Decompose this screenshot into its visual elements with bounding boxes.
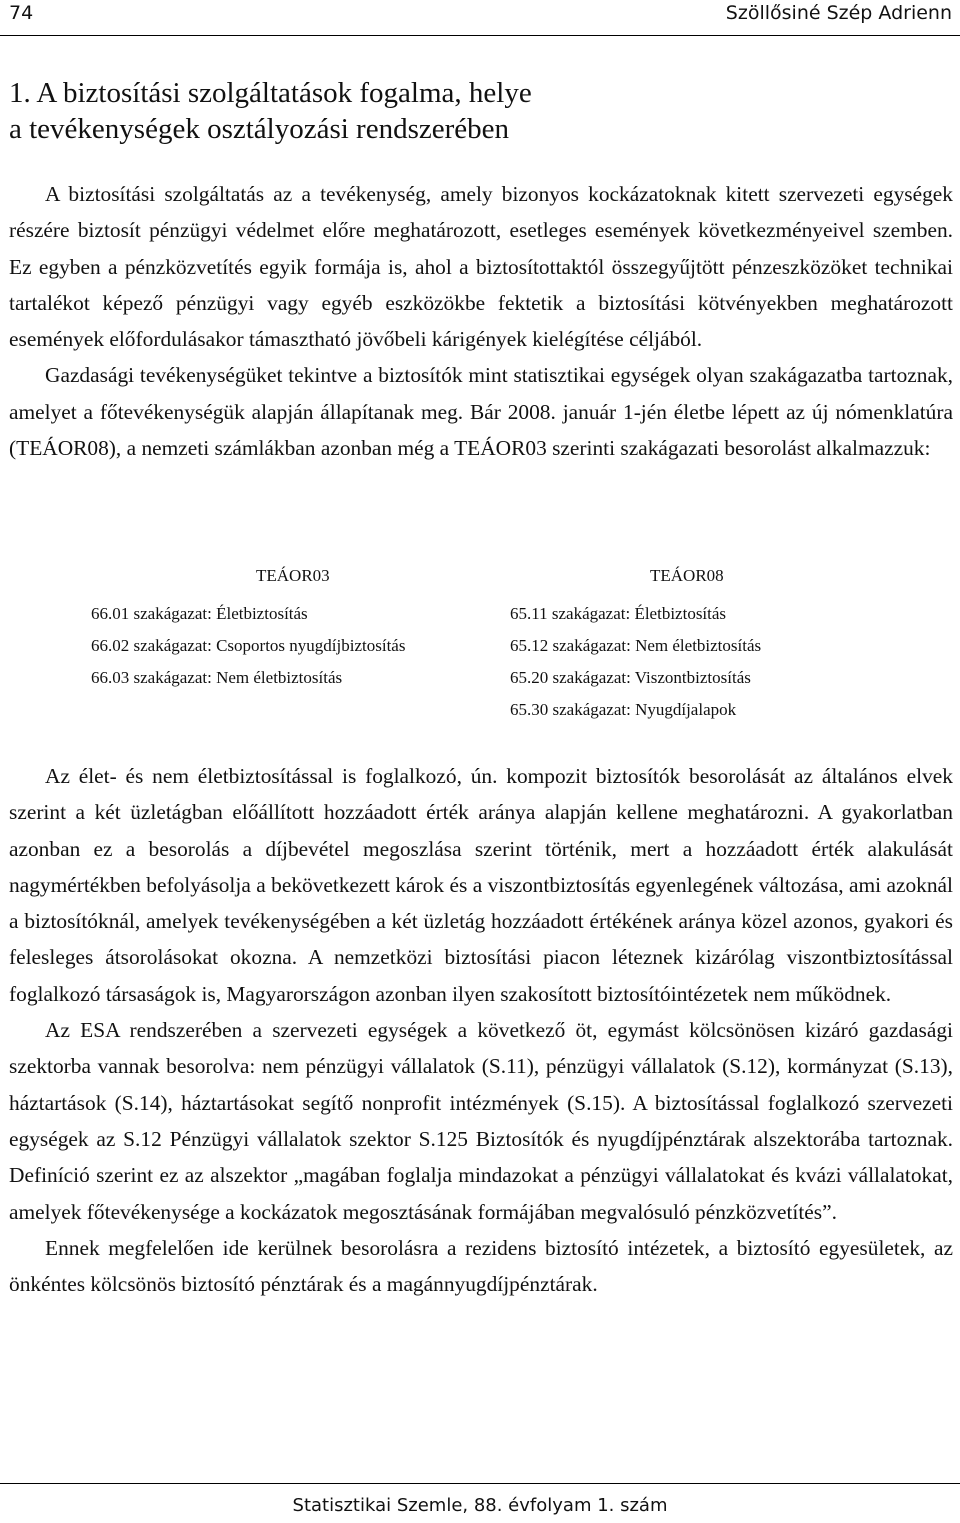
table-cell-right: 65.20 szakágazat: Viszontbiztosítás [510, 668, 751, 687]
page-number: 74 [9, 2, 34, 24]
intro-text-block [9, 176, 953, 466]
table-header-teaor03: TEÁOR03 [256, 566, 330, 585]
table-header-teaor08: TEÁOR08 [650, 566, 724, 585]
running-footer: Statisztikai Szemle, 88. évfolyam 1. szám [292, 1495, 668, 1516]
footer-rule [0, 1483, 960, 1484]
table-cell-right: 65.30 szakágazat: Nyugdíjalapok [510, 700, 737, 719]
main-text-block [9, 758, 953, 1302]
running-author: Szöllősiné Szép Adrienn [725, 2, 952, 24]
running-header [0, 0, 960, 38]
section-heading-line-2: a tevékenységek osztályozási rendszerében [9, 113, 510, 145]
paragraph: Ennek megfelelően ide kerülnek besorolásra a rezidens biztosító intézetek, a biztosító egyesületek, az önkéntes kölcsönös biztosító pénztárak és a magánnyugdíjpénztárak. [9, 1235, 953, 1297]
table-cell-right: 65.12 szakágazat: Nem életbiztosítás [510, 636, 762, 655]
table-cell-left: 66.02 szakágazat: Csoportos nyugdíjbiztosítás [91, 636, 406, 655]
table-cell-right: 65.11 szakágazat: Életbiztosítás [510, 604, 727, 623]
paragraph: Az élet- és nem életbiztosítással is foglalkozó, ún. kompozit biztosítók besorolását az általános elvek szerint a két üzletágban előállított hozzáadott érték aránya alapján kellene meghatározni. A gyakorlatban azonban ez a besorolás a díjbevétel megoszlása szerint történik, mert a hozzáadott érték alakulását nagymértékben befolyásolja a bekövetkezett károk és a viszontbiztosítás egyenlegének változása, ami azoknál a biztosítóknál, amelyek tevékenységében a két üzletág hozzáadott értékének aránya közel azonos, gyakori és felesleges átsorolásokat okozna. A nemzetközi biztosítási piacon léteznek kizárólag viszontbiztosítással foglalkozó társaságok is, Magyarországon azonban ilyen szakosított biztosítóintézetek nem működnek. [9, 764, 953, 1006]
section-heading [9, 75, 909, 147]
paragraph: A biztosítási szolgáltatás az a tevékenység, amely bizonyos kockázatoknak kitett szervezeti egységek részére biztosít pénzügyi védelmet előre meghatározott, esetleges események következményeivel szemben. Ez egyben a pénzközvetítés egyik formája is, ahol a biztosítottaktól összegyűjtött pénzeszközöket technikai tartalékot képező pénzügyi vagy egyéb eszközökbe fektetik a biztosítási kötvényekben meghatározott események előfordulásakor támasztható jövőbeli kárigények kielégítése céljából. [9, 182, 953, 352]
paragraph: Gazdasági tevékenységüket tekintve a biztosítók mint statisztikai egységek olyan szakágazatba tartoznak, amelyet a főtevékenységük alapján állapítanak meg. Bár 2008. január 1-jén életbe lépett az új nómenklatúra (TEÁOR08), a nemzeti számlákban azonban még a TEÁOR03 szerinti szakágazati besorolást alkalmazzuk: [9, 363, 953, 461]
paragraph: Az ESA rendszerében a szervezeti egységek a következő öt, egymást kölcsönösen kizáró gazdasági szektorba vannak besorolva: nem pénzügyi vállalatok (S.11), pénzügyi vállalatok (S.12), kormányzat (S.13), háztartások (S.14), háztartásokat segítő nonprofit intézmények (S.15). A biztosítással foglalkozó szervezeti egységek az S.12 Pénzügyi vállalatok szektor S.125 Biztosítók és nyugdíjpénztárak alszektorába tartoznak. Definíció szerint ez az alszektor „magában foglalja mindazokat a pénzügyi vállalatokat és kvázi vállalatokat, amelyek főtevékenysége a kockázatok megosztásának formájában megvalósuló pénzközvetítés”. [9, 1018, 953, 1224]
table-cell-left: 66.01 szakágazat: Életbiztosítás [91, 604, 308, 623]
header-rule [0, 35, 960, 36]
table-cell-left: 66.03 szakágazat: Nem életbiztosítás [91, 668, 343, 687]
section-heading-line-1: 1. A biztosítási szolgáltatások fogalma, helye [9, 77, 532, 109]
